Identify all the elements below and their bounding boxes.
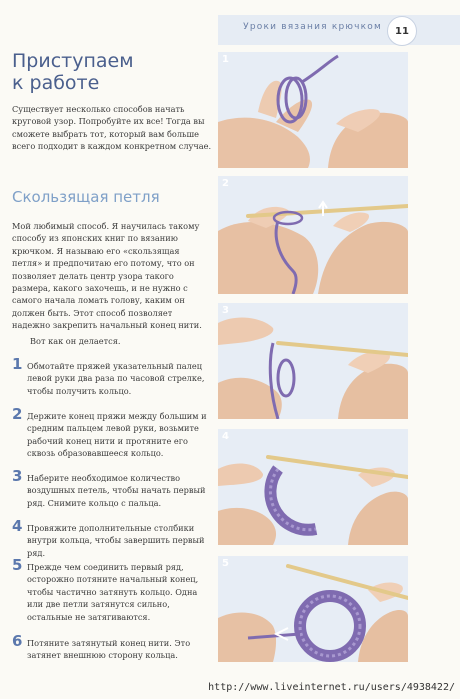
- photo-number-2: 2: [222, 178, 229, 189]
- section-heading: [12, 50, 212, 94]
- photo-number-4: 4: [222, 431, 229, 442]
- photo-number-3: 3: [222, 305, 229, 316]
- photo-5-illustration: [218, 556, 408, 662]
- photo-step-3: [218, 303, 408, 419]
- body-paragraph: Мой любимый способ. Я научилась такому способу из японских книг по вязанию крючком. Я называю его «скользящая петля» и предпочитаю его потому, что он позволяет делать центр узора такого размера, какого захочешь, и не нужно с самого начала ломать голову, каким он должен быть. Этот способ позволяет надежно закрепить начальный конец нити.: [12, 221, 202, 331]
- intro-paragraph: Существует несколько способов начать круговой узор. Попробуйте их все! Тогда вы сможете выбрать тот, который вам больше всего подходит в каждом конкретном случае.: [12, 104, 212, 152]
- step-text-1: Обмотайте пряжей указательный палец левой руки два раза по часовой стрелке, чтобы получить кольцо.: [27, 361, 205, 396]
- photo-step-2: [218, 176, 408, 294]
- step-text-5: Прежде чем соединить первый ряд, осторожно потяните начальный конец, чтобы частично затянуть кольцо. Одна или две петли затянутся сильно, остальные не затягиваются.: [27, 562, 199, 622]
- page-number: 11: [395, 25, 409, 37]
- photo-step-5: [218, 556, 408, 662]
- footer-url: http://www.liveinternet.ru/users/4938422/: [208, 682, 455, 693]
- step-text-3: Наберите необходимое количество воздушных петель, чтобы начать первый ряд. Снимите кольцо с пальца.: [27, 473, 206, 508]
- photo-2-illustration: [218, 176, 408, 294]
- photo-step-1: [218, 52, 408, 168]
- photo-step-4: [218, 429, 408, 545]
- step-number-3: 3: [12, 467, 23, 485]
- step-number-1: 1: [12, 355, 23, 373]
- section-heading-line-1: Приступаем: [12, 50, 134, 72]
- subsection-heading: Скользящая петля: [12, 188, 160, 206]
- photo-3-illustration: [218, 303, 408, 419]
- photo-number-5: 5: [222, 558, 229, 569]
- step-text-4: Провяжите дополнительные столбики внутри кольца, чтобы завершить первый ряд.: [27, 523, 205, 558]
- step-text-2: Держите конец пряжи между большим и средним пальцем левой руки, возьмите рабочий конец нити и протяните его сквозь образовавшееся кольцо.: [27, 411, 207, 459]
- step-number-2: 2: [12, 405, 23, 423]
- how-to-line: Вот как он делается.: [30, 336, 121, 346]
- running-title: Уроки вязания крючком: [243, 22, 382, 32]
- photo-1-illustration: [218, 52, 408, 168]
- photo-4-illustration: [218, 429, 408, 545]
- photo-number-1: 1: [222, 54, 229, 65]
- step-text-6: Потяните затянутый конец нити. Это затянет внешнюю сторону кольца.: [27, 638, 191, 661]
- step-number-4: 4: [12, 517, 23, 535]
- step-number-6: 6: [12, 632, 23, 650]
- page-number-badge: [387, 16, 417, 46]
- section-heading-line-2: к работе: [12, 72, 100, 94]
- step-number-5: 5: [12, 556, 23, 574]
